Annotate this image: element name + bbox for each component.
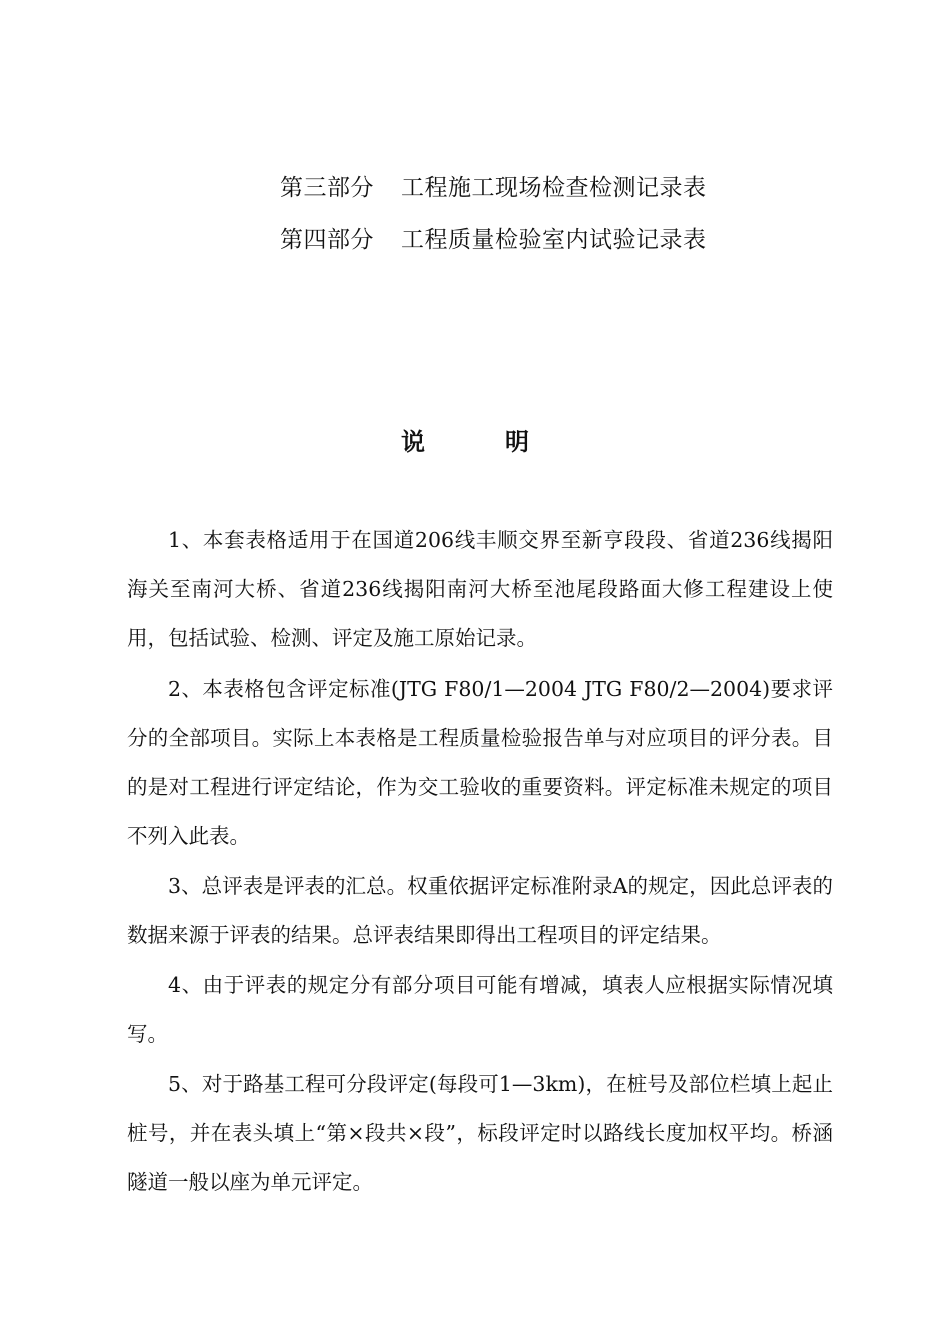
part-title: 工程施工现场检查检测记录表 — [401, 175, 707, 201]
instruction-item-2: 2、本表格包含评定标准(JTG F80/1—2004 JTG F80/2—2004)要求评分的全部项目。实际上本表格是工程质量检验报告单与对应项目的评分表。目的是对工程进行评定结论，作为交工验收的重要资料。评定标准未规定的项目不列入此表。 — [127, 677, 833, 848]
part-title: 工程质量检验室内试验记录表 — [401, 227, 707, 253]
contents-line-part4 — [280, 225, 707, 255]
instruction-item-4: 4、由于评表的规定分有部分项目可能有增减，填表人应根据实际情况填写。 — [127, 973, 833, 1046]
instruction-item-3: 3、总评表是评表的汇总。权重依据评定标准附录A的规定，因此总评表的数据来源于评表的结果。总评表结果即得出工程项目的评定结果。 — [127, 874, 833, 947]
instruction-item-1: 1、本套表格适用于在国道206线丰顺交界至新亨段段、省道236线揭阳海关至南河大桥、省道236线揭阳南河大桥至池尾段路面大修工程建设上使用，包括试验、检测、评定及施工原始记录。 — [127, 528, 833, 650]
contents-line-part3 — [280, 173, 707, 203]
part-number: 第四部分 — [280, 227, 374, 253]
instruction-item-5: 5、对于路基工程可分段评定(每段可1—3km)，在桩号及部位栏填上起止桩号，并在表头填上“第×段共×段”，标段评定时以路线长度加权平均。桥涵隧道一般以座为单元评定。 — [127, 1072, 833, 1194]
section-heading: 说明 — [401, 427, 609, 456]
part-number: 第三部分 — [280, 175, 374, 201]
